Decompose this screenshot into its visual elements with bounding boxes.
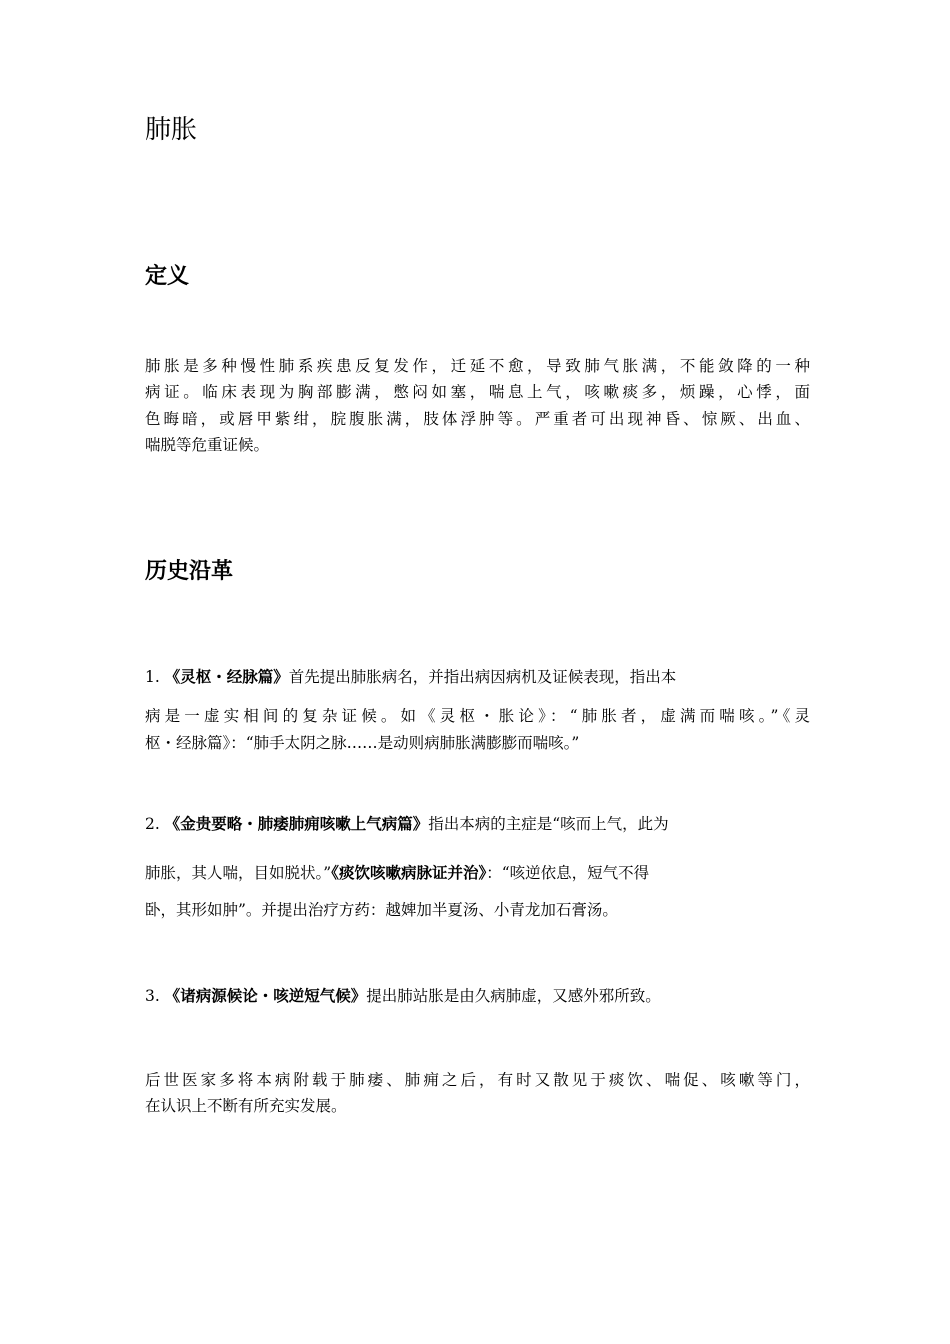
section-heading-definition: 定义 xyxy=(145,264,190,289)
section-heading-history: 历史沿革 xyxy=(145,559,234,584)
history-item-line xyxy=(145,812,810,836)
history-item-line xyxy=(145,984,810,1008)
book-title: 《金贵要略・肺痿肺痈咳嗽上气病篇》 xyxy=(164,815,429,833)
item-text: ：“咳逆依息，短气不得 xyxy=(486,864,650,882)
book-title: 《灵枢・经脉篇》 xyxy=(164,668,289,686)
history-item-line: 病是一虚实相间的复杂证候。如《灵枢・胀论》：“肺胀者，虚满而喘咳。”《灵 xyxy=(145,707,810,725)
item-text: 指出本病的主症是“咳而上气，此为 xyxy=(428,815,669,833)
history-item-line: 卧，其形如肿”。并提出治疗方药：越婢加半夏汤、小青龙加石膏汤。 xyxy=(145,901,618,919)
definition-line: 色晦暗，或唇甲紫绀，脘腹胀满，肢体浮肿等。严重者可出现神昏、惊厥、出血、 xyxy=(145,410,810,428)
item-text: 提出肺站胀是由久病肺虚，又感外邪所致。 xyxy=(366,987,661,1005)
book-title: 《痰饮咳嗽病脉证并治》 xyxy=(331,864,487,882)
document-title: 肺胀 xyxy=(145,115,198,145)
definition-line: 肺胀是多种慢性肺系疾患反复发作，迁延不愈，导致肺气胀满，不能敛降的一种 xyxy=(145,357,810,375)
definition-line: 喘脱等危重证候。 xyxy=(145,436,270,454)
definition-line: 病证。临床表现为胸部膨满，憋闷如塞，喘息上气，咳嗽痰多，烦躁，心悸，面 xyxy=(145,383,810,401)
closing-line: 在认识上不断有所充实发展。 xyxy=(145,1097,347,1115)
history-item-line xyxy=(145,665,810,689)
book-title: 《诸病源候论・咳逆短气候》 xyxy=(164,987,367,1005)
item-text: 首先提出肺胀病名，并指出病因病机及证候表现，指出本 xyxy=(288,668,677,686)
item-number: 2. xyxy=(145,815,160,833)
item-text: 肺胀，其人喘，目如脱状。” xyxy=(145,864,332,882)
closing-line: 后世医家多将本病附载于肺痿、肺痈之后，有时又散见于痰饮、喘促、咳嗽等门， xyxy=(145,1071,810,1089)
item-number: 1. xyxy=(145,668,160,686)
history-item-line: 枢・经脉篇》：“肺手太阴之脉……是动则病肺胀满膨膨而喘咳。” xyxy=(145,734,580,752)
item-number: 3. xyxy=(145,987,160,1005)
history-item-line xyxy=(145,861,810,885)
